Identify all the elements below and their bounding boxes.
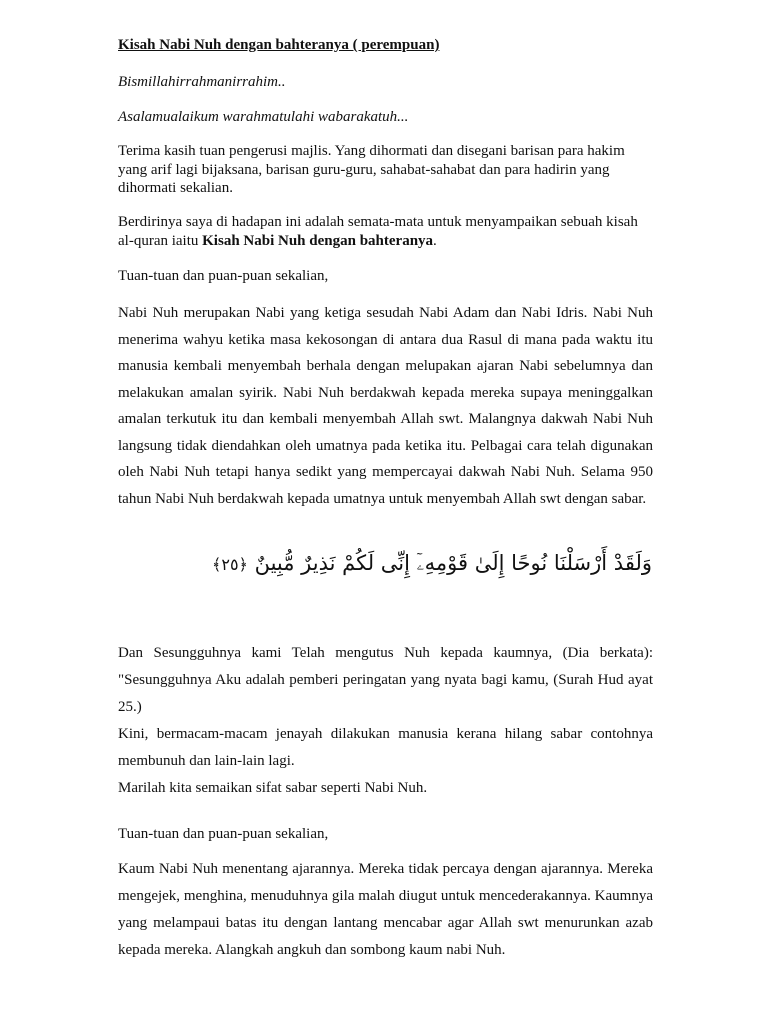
- quran-verse-text: وَلَقَدْ أَرْسَلْنَا نُوحًا إِلَىٰ قَوْمِهِۦٓ إِنِّى لَكُمْ نَذِيرٌ مُّبِينٌ: [254, 551, 652, 575]
- intro-end: .: [433, 232, 437, 249]
- greeting: Asalamualaikum warahmatulahi wabarakatuh...: [118, 109, 409, 125]
- paragraph-patience: Marilah kita semaikan sifat sabar seperti Nabi Nuh.: [118, 780, 428, 796]
- paragraph-crime: Kini, bermacam-macam jenayah dilakukan manusia kerana hilang sabar contohnya membunuh dan lain-lain lagi.: [118, 726, 653, 769]
- paragraph-translation: Dan Sesungguhnya kami Telah mengutus Nuh kepada kaumnya, (Dia berkata): "Sesungguhnya Aku adalah pemberi peringatan yang nyata bagi kamu, (Surah Hud ayat 25.): [118, 645, 653, 715]
- paragraph-story: Nabi Nuh merupakan Nabi yang ketiga sesudah Nabi Adam dan Nabi Idris. Nabi Nuh menerima wahyu ketika masa kekosongan di antara dua Rasul di mana pada waktu itu manusia kembali menyembah berhala dengan melupakan ajaran Nabi sebelumnya dan melakukan amalan syirik. Nabi Nuh berdakwah kepada mereka supaya meninggalkan amalan terkutuk itu dan kembali menyembah Allah swt. Malangnya dakwah Nabi Nuh langsung tidak diendahkan oleh umatnya pada ketika itu. Pelbagai cara telah digunakan oleh Nabi Nuh tetapi hanya sedikt yang mempercayai dakwah Nabi Nuh. Selama 950 tahun Nabi Nuh berdakwah kepada umatnya untuk menyembah Allah swt dengan sabar.: [118, 305, 653, 507]
- paragraph-opposition: Kaum Nabi Nuh menentang ajarannya. Mereka tidak percaya dengan ajarannya. Mereka mengejek, menghina, menuduhnya gila malah diugut untuk mencederakannya. Kaumnya yang melampaui batas itu dengan lantang mencabar agar Allah swt menurunkan azab kepada mereka. Alangkah angkuh dan sombong kaum nabi Nuh.: [118, 861, 653, 958]
- quran-verse: [170, 546, 652, 582]
- paragraph-intro: [118, 213, 653, 250]
- intro-story-title: Kisah Nabi Nuh dengan bahteranya: [202, 232, 434, 249]
- intro-lead: Berdirinya saya di hadapan ini adalah semata-mata untuk menyampaikan sebuah kisah al-quran iaitu: [118, 214, 638, 249]
- address-line-2: Tuan-tuan dan puan-puan sekalian,: [118, 826, 329, 842]
- opening-basmala: Bismillahirrahmanirrahim..: [118, 74, 286, 90]
- quran-verse-number: ﴿٢٥﴾: [211, 555, 248, 574]
- address-line-1: Tuan-tuan dan puan-puan sekalian,: [118, 268, 329, 284]
- document-title: Kisah Nabi Nuh dengan bahteranya ( perempuan): [118, 37, 440, 53]
- paragraph-thanks: Terima kasih tuan pengerusi majlis. Yang dihormati dan disegani barisan para hakim yang arif lagi bijaksana, barisan guru-guru, sahabat-sahabat dan para hadirin yang dihormati sekalian.: [118, 143, 625, 196]
